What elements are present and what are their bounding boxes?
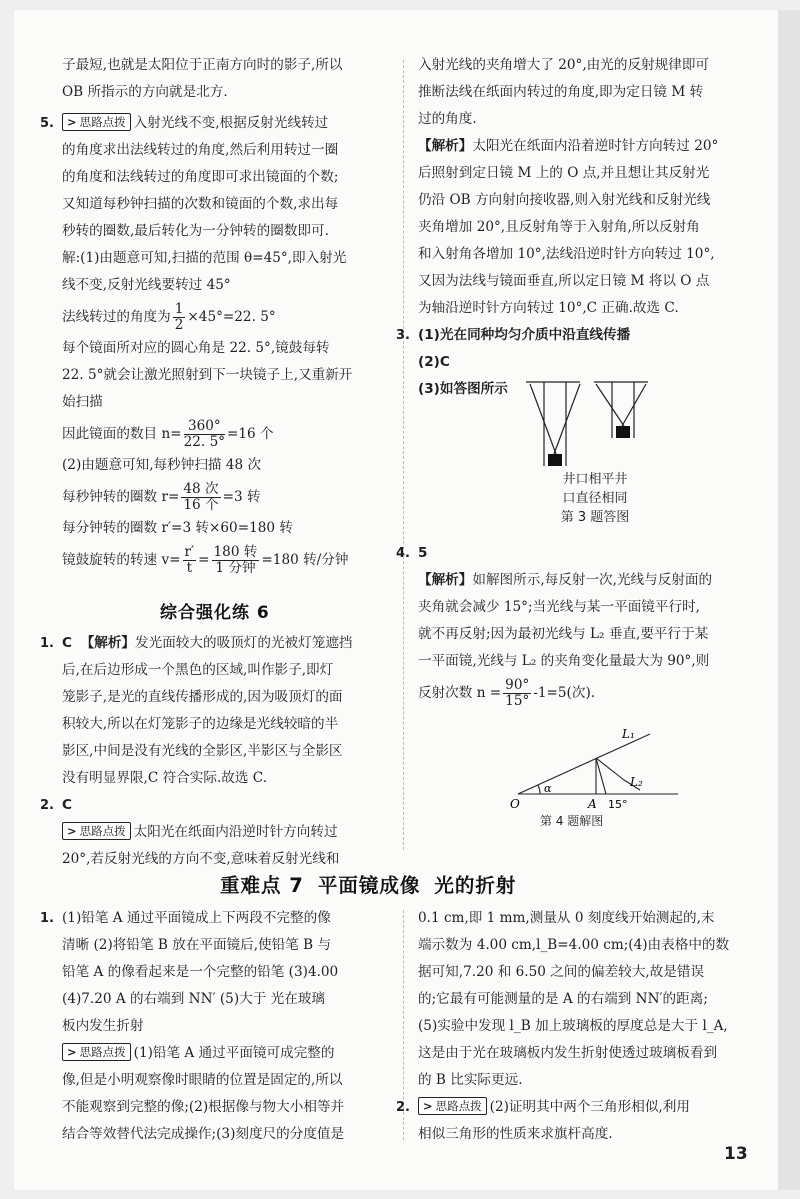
denominator: 22. 5° xyxy=(183,433,226,450)
angle-arc xyxy=(538,785,540,794)
question-number: 1. xyxy=(40,911,54,926)
chevron-right-icon: > xyxy=(67,115,77,129)
text-line: 端示数为 4.00 cm,l_B=4.00 cm;(4)由表格中的数 xyxy=(418,937,730,953)
hint-line xyxy=(62,1040,388,1067)
text-line: 结合等效替代法完成操作;(3)刻度尺的分度值是 xyxy=(62,1126,345,1142)
analysis-line xyxy=(418,133,752,160)
text-line: 后,在后边形成一个黑色的区域,叫作影子,即灯 xyxy=(62,662,334,678)
text-line: 每分钟转的圈数 r′=3 转×60=180 转 xyxy=(62,520,293,536)
q2-hint xyxy=(62,819,388,846)
answer: (2)C xyxy=(418,354,450,370)
text-line: 又知道每秒钟扫描的次数和镜面的个数,求出每 xyxy=(62,196,339,212)
answer: 5 xyxy=(418,545,428,561)
text-line: 相似三角形的性质来求旗杆高度. xyxy=(418,1126,613,1142)
text: (2)证明其中两个三角形相似,利用 xyxy=(489,1099,690,1115)
chevron-right-icon: > xyxy=(67,1045,77,1059)
formula-text: 反射次数 n = xyxy=(418,684,502,701)
figure-label: 口直径相同 xyxy=(562,491,628,506)
text-line: 解:(1)由题意可知,扫描的范围 θ=45°,即入射光 xyxy=(62,250,347,266)
bottom-right-column xyxy=(396,905,752,1148)
text-line: 的角度求出法线转过的角度,然后利用转过一圈 xyxy=(62,142,339,158)
answer: (3)如答图所示 xyxy=(418,381,508,397)
text-line: 20°,若反射光线的方向不变,意味着反射光线和 xyxy=(62,851,340,867)
text: (1)铅笔 A 通过平面镜成上下两段不完整的像 xyxy=(62,910,331,926)
text-line: 22. 5°就会让激光照射到下一块镜子上,又重新开 xyxy=(62,367,353,383)
analysis-label: 【解析】 xyxy=(80,635,136,651)
chevron-right-icon: > xyxy=(423,1099,433,1113)
text-line: (5)实验中发现 l_B 加上玻璃板的厚度总是大于 l_A, xyxy=(418,1018,728,1034)
mirror-angle-diagram xyxy=(500,722,690,812)
question-number: 2. xyxy=(40,798,54,813)
denominator: t xyxy=(186,559,193,576)
text-line: 就不再反射;因为最初光线与 L₂ 垂直,要平行于某 xyxy=(418,626,709,642)
intro-line: 子最短,也就是太阳位于正南方向时的影子,所以 xyxy=(62,57,343,73)
numerator: 48 次 xyxy=(183,480,219,497)
heading-part: 重难点 7 xyxy=(220,874,304,897)
light-ray xyxy=(554,384,580,454)
text-line: 入射光线的夹角增大了 20°,由光的反射规律即可 xyxy=(418,57,710,73)
fraction xyxy=(503,678,531,709)
hint-tag xyxy=(62,113,131,131)
formula-line xyxy=(418,675,752,711)
light-ray xyxy=(596,758,606,794)
fraction xyxy=(183,545,197,576)
text-line: 影区,中间是没有光线的全影区,半影区与全影区 xyxy=(62,743,343,759)
text-line: 始扫描 xyxy=(62,394,103,410)
column-divider-top xyxy=(403,60,404,850)
analysis-label: 【解析】 xyxy=(418,138,473,154)
text-line: 一平面镜,光线与 L₂ 的夹角变化量最大为 90°,则 xyxy=(418,653,710,669)
text-line: 夹角就会减少 15°;当光线与某一平面镜平行时, xyxy=(418,599,701,615)
text-line: 0.1 cm,即 1 mm,测量从 0 刻度线开始测起的,末 xyxy=(418,910,715,926)
text: 入射光线不变,根据反射光线转过 xyxy=(133,115,329,131)
formula-text: = xyxy=(198,551,210,568)
text-line: 笼影子,是光的直线传播形成的,因为吸顶灯的面 xyxy=(62,689,343,705)
analysis-line xyxy=(418,567,752,594)
hint-tag xyxy=(418,1097,487,1115)
text-line: 板内发生折射 xyxy=(62,1018,144,1034)
q3-line xyxy=(396,322,752,349)
hint-tag-label: 思路点拨 xyxy=(79,1045,126,1059)
text-line: 和入射角各增加 10°,法线沿逆时针方向转过 10°, xyxy=(418,246,715,262)
figure-caption: 第 3 题答图 xyxy=(560,510,630,525)
fraction xyxy=(173,302,186,333)
formula-text: -1=5(次). xyxy=(533,684,596,701)
analysis-label: 【解析】 xyxy=(418,572,473,588)
question-number: 5. xyxy=(40,116,54,131)
heading-part: 光的折射 xyxy=(434,874,517,897)
text-line: (2)由题意可知,每秒钟扫描 48 次 xyxy=(62,457,262,473)
formula-line xyxy=(62,479,388,515)
text: 太阳光在纸面内沿着逆时针方向转过 20° xyxy=(472,138,719,154)
label-a: A xyxy=(588,797,597,811)
formula-text: 镜鼓旋转的转速 v= xyxy=(62,551,181,568)
text-line: 夹角增加 20°,且反射角等于入射角,所以反射角 xyxy=(418,219,700,235)
hint-tag-label: 思路点拨 xyxy=(435,1099,482,1113)
left-column-lower xyxy=(40,630,388,873)
formula-text: =16 个 xyxy=(227,425,274,442)
text-line: 像,但是小明观察像时眼睛的位置是固定的,所以 xyxy=(62,1072,343,1088)
text-line: 这是由于光在玻璃板内发生折射使透过玻璃板看到 xyxy=(418,1045,718,1061)
fraction xyxy=(181,482,220,513)
figure-4-caption: 第 4 题解图 xyxy=(540,814,604,828)
text-line: 线不变,反射光线要转过 45° xyxy=(62,277,231,293)
well-diagram xyxy=(522,378,652,473)
frog xyxy=(548,454,562,466)
text: (1)铅笔 A 通过平面镜可成完整的 xyxy=(133,1045,335,1061)
section-heading-7 xyxy=(220,870,516,898)
text-line: 秒转的圈数,最后转化为一分钟转的圈数即可. xyxy=(62,223,329,239)
text-line: (4)7.20 A 的右端到 NN′ (5)大于 光在玻璃 xyxy=(62,991,326,1007)
q1-answer xyxy=(40,630,388,657)
formula-line xyxy=(62,299,388,335)
light-ray xyxy=(530,384,556,454)
question-number: 3. xyxy=(396,328,410,343)
formula-line xyxy=(62,542,388,578)
hint-tag-label: 思路点拨 xyxy=(79,115,126,129)
hint-tag xyxy=(62,1043,131,1061)
numerator: r′ xyxy=(184,543,195,560)
answer: C xyxy=(62,797,72,813)
formula-text: 因此镜面的数目 n= xyxy=(62,425,182,442)
q4-answer xyxy=(396,540,752,567)
formula-text: =3 转 xyxy=(222,488,261,505)
label-alpha: α xyxy=(544,782,552,795)
text-line: 的 B 比实际更远. xyxy=(418,1072,523,1088)
label-o: O xyxy=(510,797,520,811)
text-line: 没有明显界限,C 符合实际.故选 C. xyxy=(62,770,268,786)
light-ray xyxy=(596,758,624,780)
text-line: 每个镜面所对应的圆心角是 22. 5°,镜鼓每转 xyxy=(62,340,330,356)
text-line: 的角度和法线转过的角度即可求出镜面的个数; xyxy=(62,169,339,185)
formula-text: 每秒钟转的圈数 r= xyxy=(62,488,180,505)
fraction xyxy=(184,419,225,450)
numerator: 360° xyxy=(184,419,225,435)
text-line: 为轴沿逆时针方向转过 10°,C 正确.故选 C. xyxy=(418,300,679,316)
question-number: 2. xyxy=(396,1100,410,1115)
light-ray xyxy=(596,384,624,426)
right-column-q4 xyxy=(396,540,752,711)
denominator: 15° xyxy=(505,692,530,709)
text-line: 过的角度. xyxy=(418,111,477,127)
q1-answer xyxy=(40,905,388,932)
label-l1: L₁ xyxy=(622,727,635,741)
intro-line: OB 所指示的方向就是北方. xyxy=(62,84,228,100)
q5-hint xyxy=(40,110,388,137)
hint-tag xyxy=(62,822,131,840)
formula-line xyxy=(62,416,388,452)
page-number: 13 xyxy=(724,1144,748,1164)
numerator: 90° xyxy=(505,676,530,693)
page-edge xyxy=(778,10,800,1190)
answer: (1)光在同种均匀介质中沿直线传播 xyxy=(418,327,631,343)
text-line: 铅笔 A 的像看起来是一个完整的铅笔 (3)4.00 xyxy=(62,964,339,980)
q2-hint xyxy=(396,1094,752,1121)
q2-answer xyxy=(40,792,388,819)
label-angle: 15° xyxy=(608,798,628,811)
denominator: 2 xyxy=(174,316,184,333)
frog xyxy=(616,426,630,438)
right-column xyxy=(396,52,752,403)
text-line: 后照射到定日镜 M 上的 O 点,并且想让其反射光 xyxy=(418,165,710,181)
fraction xyxy=(212,545,260,576)
text-line: 推断法线在纸面内转过的角度,即为定日镜 M 转 xyxy=(418,84,704,100)
denominator: 16 个 xyxy=(183,496,219,513)
figure-3-caption-block xyxy=(520,470,670,527)
section-heading-6: 综合强化练 6 xyxy=(160,603,270,623)
text: 发光面较大的吸顶灯的光被灯笼遮挡 xyxy=(135,635,353,651)
bottom-left-column xyxy=(40,905,388,1148)
text: 太阳光在纸面内沿逆时针方向转过 xyxy=(133,824,338,840)
figure-label: 井口相平井 xyxy=(562,472,628,487)
text-line: 积较大,所以在灯笼影子的边缘是光线较暗的半 xyxy=(62,716,339,732)
heading-part: 平面镜成像 xyxy=(317,874,421,897)
answer: C xyxy=(62,635,72,651)
text-line: 不能观察到完整的像;(2)根据像与物大小相等并 xyxy=(62,1099,345,1115)
numerator: 1 xyxy=(174,300,184,317)
denominator: 1 分钟 xyxy=(215,559,256,576)
label-l2: L₂ xyxy=(630,775,643,789)
left-column xyxy=(40,52,388,578)
question-number: 1. xyxy=(40,636,54,651)
text-line: 又因为法线与镜面垂直,所以定日镜 M 将以 O 点 xyxy=(418,273,710,289)
formula-text: =180 转/分钟 xyxy=(261,551,349,568)
text-line: 据可知,7.20 和 6.50 之间的偏差较大,故是错误 xyxy=(418,964,705,980)
formula-text: ×45°=22. 5° xyxy=(187,308,276,325)
text-line: 仍沿 OB 方向射向接收器,则入射光线和反射光线 xyxy=(418,192,711,208)
question-number: 4. xyxy=(396,546,410,561)
text-line: 的;它最有可能测量的是 A 的右端到 NN′的距离; xyxy=(418,991,708,1007)
text-line: 清晰 (2)将铅笔 B 放在平面镜后,使铅笔 B 与 xyxy=(62,937,332,953)
hint-tag-label: 思路点拨 xyxy=(79,824,126,838)
formula-text: 法线转过的角度为 xyxy=(62,308,171,325)
chevron-right-icon: > xyxy=(67,824,77,838)
numerator: 180 转 xyxy=(213,543,258,560)
text: 如解图所示,每反射一次,光线与反射面的 xyxy=(472,572,713,588)
